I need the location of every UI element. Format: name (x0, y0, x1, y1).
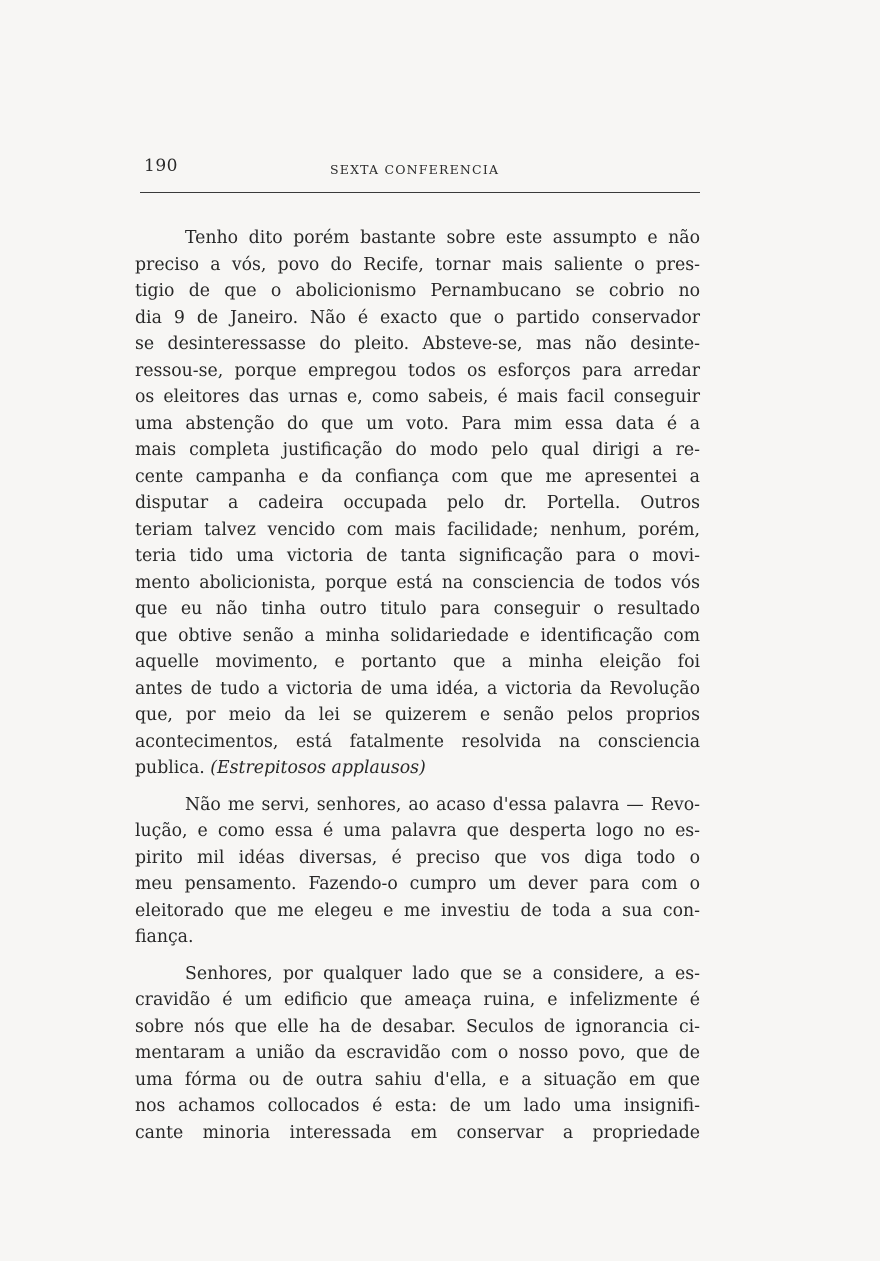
text-line: os eleitores das urnas e, como sabeis, é mais facil conseguir (135, 387, 700, 407)
text-line-last: fiança. (135, 927, 194, 947)
text-line: que eu não tinha outro titulo para conseguir o resultado (135, 599, 700, 619)
paragraph-1 (135, 225, 700, 782)
text-line: Senhores, por qualquer lado que se a considere, a es- (185, 963, 700, 984)
text-line: mento abolicionista, porque está na consciencia de todos vós (135, 572, 700, 593)
paragraph-2 (135, 792, 700, 951)
text-line: ressou-se, porque empregou todos os esforços para arredar (135, 360, 700, 381)
paragraph-gap (135, 951, 700, 961)
paragraph-3 (135, 961, 700, 1147)
text-line: disputar a cadeira occupada pelo dr. Portella. Outros (135, 493, 700, 513)
text-line: mais completa justificação do modo pelo qual dirigi a re- (135, 440, 700, 460)
text-line: meu pensamento. Fazendo-o cumpro um dever para com o (135, 874, 700, 894)
text-line: eleitorado que me elegeu e me investiu de toda a sua con- (135, 900, 700, 921)
text-line: que obtive senão a minha solidariedade e identificação com (135, 625, 700, 646)
text-line: tigio de que o abolicionismo Pernambucano se cobrio no (135, 281, 700, 301)
text-line: preciso a vós, povo do Recife, tornar mais saliente o pres- (135, 254, 700, 275)
text-line: sobre nós que elle ha de desabar. Seculos de ignorancia ci- (135, 1016, 700, 1037)
text-line: dia 9 de Janeiro. Não é exacto que o partido conservador (135, 307, 700, 328)
paragraph-gap (135, 782, 700, 792)
text-line: uma fórma ou de outra sahiu d'ella, e a situação em que (135, 1069, 700, 1090)
body-text (135, 225, 700, 1146)
text-line: Não me servi, senhores, ao acaso d'essa palavra — Revo- (185, 794, 700, 815)
page-number: 190 (144, 156, 178, 176)
text-line: nos achamos collocados é esta: de um lado uma insignifi- (135, 1096, 700, 1116)
text-line: antes de tudo a victoria de uma idéa, a victoria da Revolução (135, 678, 700, 699)
text-line: cente campanha e da confiança com que me apresentei a (135, 466, 700, 487)
text-line: se desinteressasse do pleito. Absteve-se, mas não desinte- (135, 334, 700, 354)
text-line: teria tido uma victoria de tanta significação para o movi- (135, 546, 700, 566)
running-head (140, 156, 700, 196)
text-line: Tenho dito porém bastante sobre este assumpto e não (185, 228, 700, 248)
running-title: SEXTA CONFERENCIA (330, 162, 500, 177)
text-line: que, por meio da lei se quizerem e senão pelos proprios (135, 705, 700, 725)
text-line: acontecimentos, está fatalmente resolvida na consciencia (135, 731, 700, 752)
text-fragment: publica. (135, 758, 211, 778)
text-line: cante minoria interessada em conservar a propriedade (135, 1122, 700, 1143)
text-line: uma abstenção do que um voto. Para mim essa data é a (135, 413, 700, 434)
text-line: cravidão é um edificio que ameaça ruina, e infelizmente é (135, 990, 700, 1010)
text-line: teriam talvez vencido com mais facilidade; nenhum, porém, (135, 519, 700, 540)
text-line: pirito mil idéas diversas, é preciso que vos diga todo o (135, 847, 700, 868)
text-line: aquelle movimento, e portanto que a minha eleição foi (135, 652, 700, 672)
text-line: lução, e como essa é uma palavra que desperta logo no es- (135, 821, 700, 841)
text-line-last (135, 755, 700, 782)
header-rule (140, 192, 700, 193)
text-line: mentaram a união da escravidão com o nosso povo, que de (135, 1043, 700, 1063)
applause-note: (Estrepitosos applausos) (210, 758, 426, 778)
